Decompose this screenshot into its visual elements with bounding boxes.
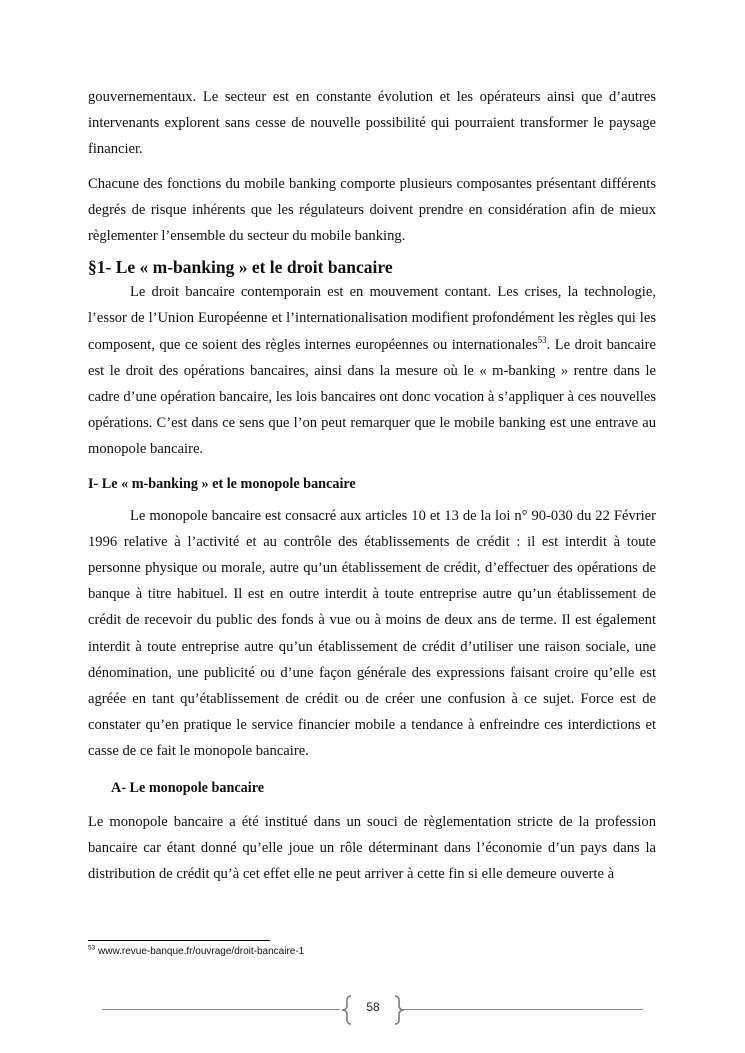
section-heading-m-banking-droit-bancaire: §1- Le « m-banking » et le droit bancaire: [88, 257, 393, 278]
paragraph-droit-bancaire-part1: Le droit bancaire contemporain est en mouvement contant. Les crises, la technologie, l’essor de l’Union Européenne et l’internationalisation modifient profondément les règles qui les composent, que ce soient des règles internes européennes ou internationales: [88, 284, 656, 353]
paragraph-mobile-banking-risks: Chacune des fonctions du mobile banking comporte plusieurs composantes présentant différents degrés de risque inhérents que les régulateurs doivent prendre en considération afin de mieux règlementer l’ensemble du secteur du mobile banking.: [88, 175, 656, 245]
page-body: [88, 84, 656, 887]
page-number: 58: [366, 1000, 380, 1014]
paragraph-monopole-articles: Le monopole bancaire est consacré aux articles 10 et 13 de la loi n° 90-030 du 22 Février 1996 relative à l’activité et au contrôle des établissements de crédit : il est interdit à toute personne physique ou morale, autre qu’un établissement de crédit, d’effectuer des opérations de banque à titre habituel. Il est en outre interdit à toute entreprise autre qu’un établissement de crédit de recevoir du public des fonds à vue ou à moins de deux ans de terme. Il est également interdit à toute entreprise autre qu’un établissement de crédit d’utiliser une raison sociale, une dénomination, une publicité ou d’une façon générale des expressions faisant croire qu’elle est agréée en tant qu’établissement de crédit ou de créer une confusion à ce sujet. Force est de constater qu’en pratique le service financier mobile a tendance à enfreindre ces interdictions et casse de ce fait le monopole bancaire.: [88, 507, 656, 760]
paragraph-droit-bancaire: [88, 279, 656, 462]
footnote-url[interactable]: www.revue-banque.fr/ouvrage/droit-bancaire-1: [95, 946, 305, 957]
page-number-footer: [0, 990, 745, 1030]
footer-rule-left: [102, 1009, 340, 1010]
subsection-heading-a-monopole: A- Le monopole bancaire: [111, 779, 265, 796]
paragraph-monopole-institue: Le monopole bancaire a été institué dans un souci de règlementation stricte de la profession bancaire car étant donné qu’elle joue un rôle déterminant dans l’économie d’un pays dans la distribution de crédit qu’à cet effet elle ne peut arriver à cette fin si elle demeure ouverte à: [88, 813, 656, 883]
footnote-reference[interactable]: 53: [537, 334, 547, 345]
paragraph-droit-bancaire-part2: . Le droit bancaire est le droit des opérations bancaires, ainsi dans la mesure où le « m-banking » rentre dans le cadre d’une opération bancaire, les lois bancaires ont donc vocation à s’appliquer à ces nouvelles opérations. C’est dans ce sens que l’on peut remarquer que le mobile banking est une entrave au monopole bancaire.: [88, 336, 656, 458]
footnote: [88, 946, 304, 957]
right-brace-icon: [392, 995, 406, 1025]
footnote-number: 53: [88, 944, 96, 952]
subsection-heading-monopole-bancaire: I- Le « m-banking » et le monopole bancaire: [88, 475, 356, 492]
footnote-separator: [88, 940, 270, 941]
paragraph-intro-continuation: gouvernementaux. Le secteur est en constante évolution et les opérateurs ainsi que d’autres intervenants explorent sans cesse de nouvelle possibilité qui pourraient transformer le paysage financier.: [88, 89, 656, 158]
footer-rule-right: [403, 1009, 643, 1010]
